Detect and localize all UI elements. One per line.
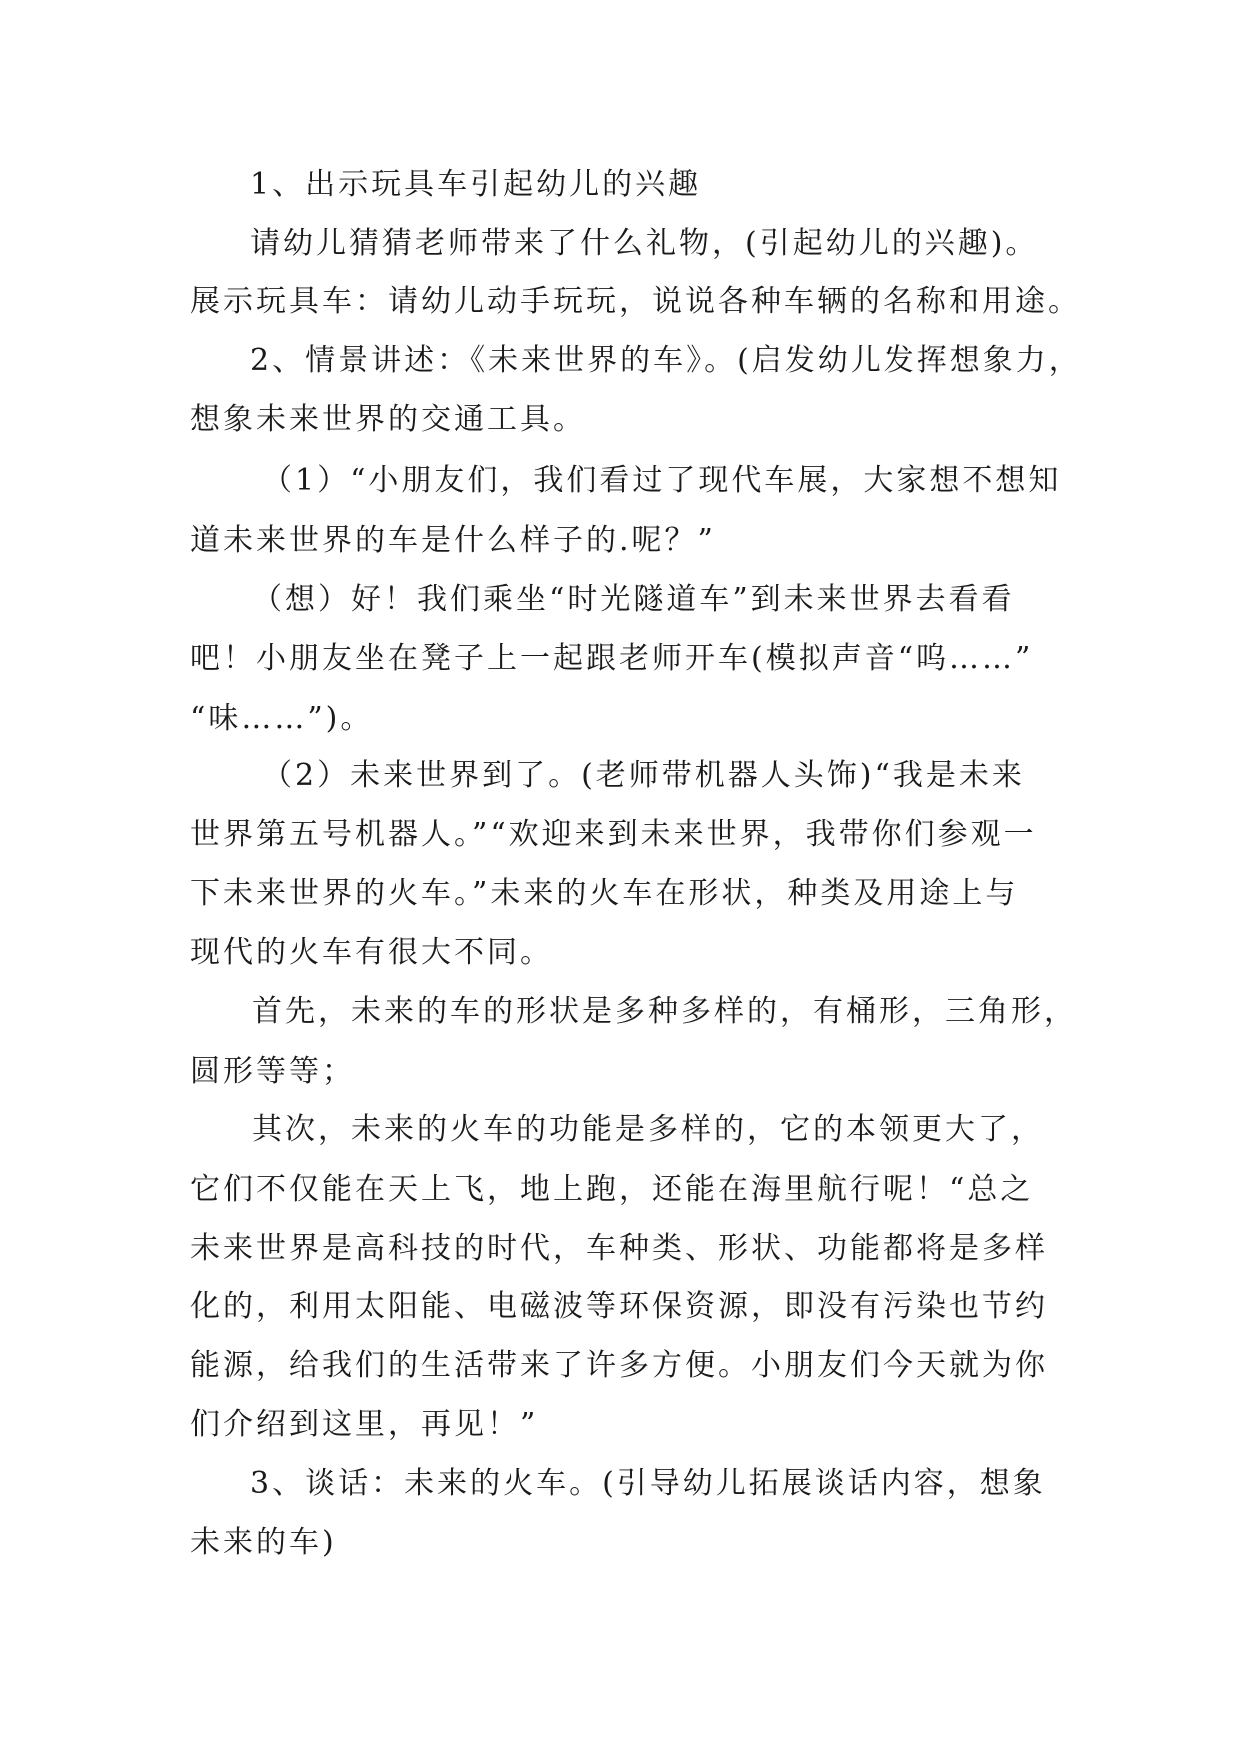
text-line: 首先，未来的车的形状是多种多样的，有桶形，三角形， bbox=[252, 994, 1077, 1029]
text-line: 2、情景讲述：《未来世界的车》。(启发幼儿发挥想象力， bbox=[250, 343, 1082, 378]
text-line: 展示玩具车：请幼儿动手玩玩，说说各种车辆的名称和用途。 bbox=[190, 284, 1081, 319]
text-line: 下未来世界的火车。”未来的火车在形状，种类及用途上与 bbox=[190, 876, 1019, 911]
text-line: 圆形等等； bbox=[190, 1054, 355, 1089]
text-line: 3、谈话：未来的火车。(引导幼儿拓展谈话内容，想象 bbox=[250, 1466, 1046, 1501]
text-line: 其次，未来的火车的功能是多样的，它的本领更大了， bbox=[252, 1112, 1044, 1147]
text-line: “味……”)。 bbox=[190, 701, 374, 736]
text-line: 们介绍到这里，再见！” bbox=[190, 1407, 539, 1442]
text-line: （想）好！我们乘坐“时光隧道车”到未来世界去看看 bbox=[252, 582, 1015, 617]
text-line: 想象未来世界的交通工具。 bbox=[190, 402, 586, 437]
text-line: 1、出示玩具车引起幼儿的兴趣 bbox=[250, 167, 702, 202]
text-line: 吧！小朋友坐在凳子上一起跟老师开车(模拟声音“呜……” bbox=[190, 641, 1034, 676]
text-line: 未来的车) bbox=[190, 1525, 337, 1560]
text-line: （1）“小朋友们，我们看过了现代车展，大家想不想知 bbox=[262, 463, 1062, 498]
text-line: 未来世界是高科技的时代，车种类、形状、功能都将是多样 bbox=[190, 1231, 1048, 1266]
text-line: 道未来世界的车是什么样子的.呢？” bbox=[190, 523, 716, 558]
text-line: 世界第五号机器人。”“欢迎来到未来世界，我带你们参观一 bbox=[190, 817, 1037, 852]
text-line: （2）未来世界到了。(老师带机器人头饰)“我是未来 bbox=[262, 758, 1025, 793]
text-line: 化的，利用太阳能、电磁波等环保资源，即没有污染也节约 bbox=[190, 1289, 1048, 1324]
text-line: 它们不仅能在天上飞，地上跑，还能在海里航行呢！“总之 bbox=[190, 1172, 1034, 1207]
text-line: 请幼儿猜猜老师带来了什么礼物，(引起幼儿的兴趣)。 bbox=[250, 226, 1039, 261]
text-line: 能源，给我们的生活带来了许多方便。小朋友们今天就为你 bbox=[190, 1348, 1048, 1383]
text-line: 现代的火车有很大不同。 bbox=[190, 935, 553, 970]
